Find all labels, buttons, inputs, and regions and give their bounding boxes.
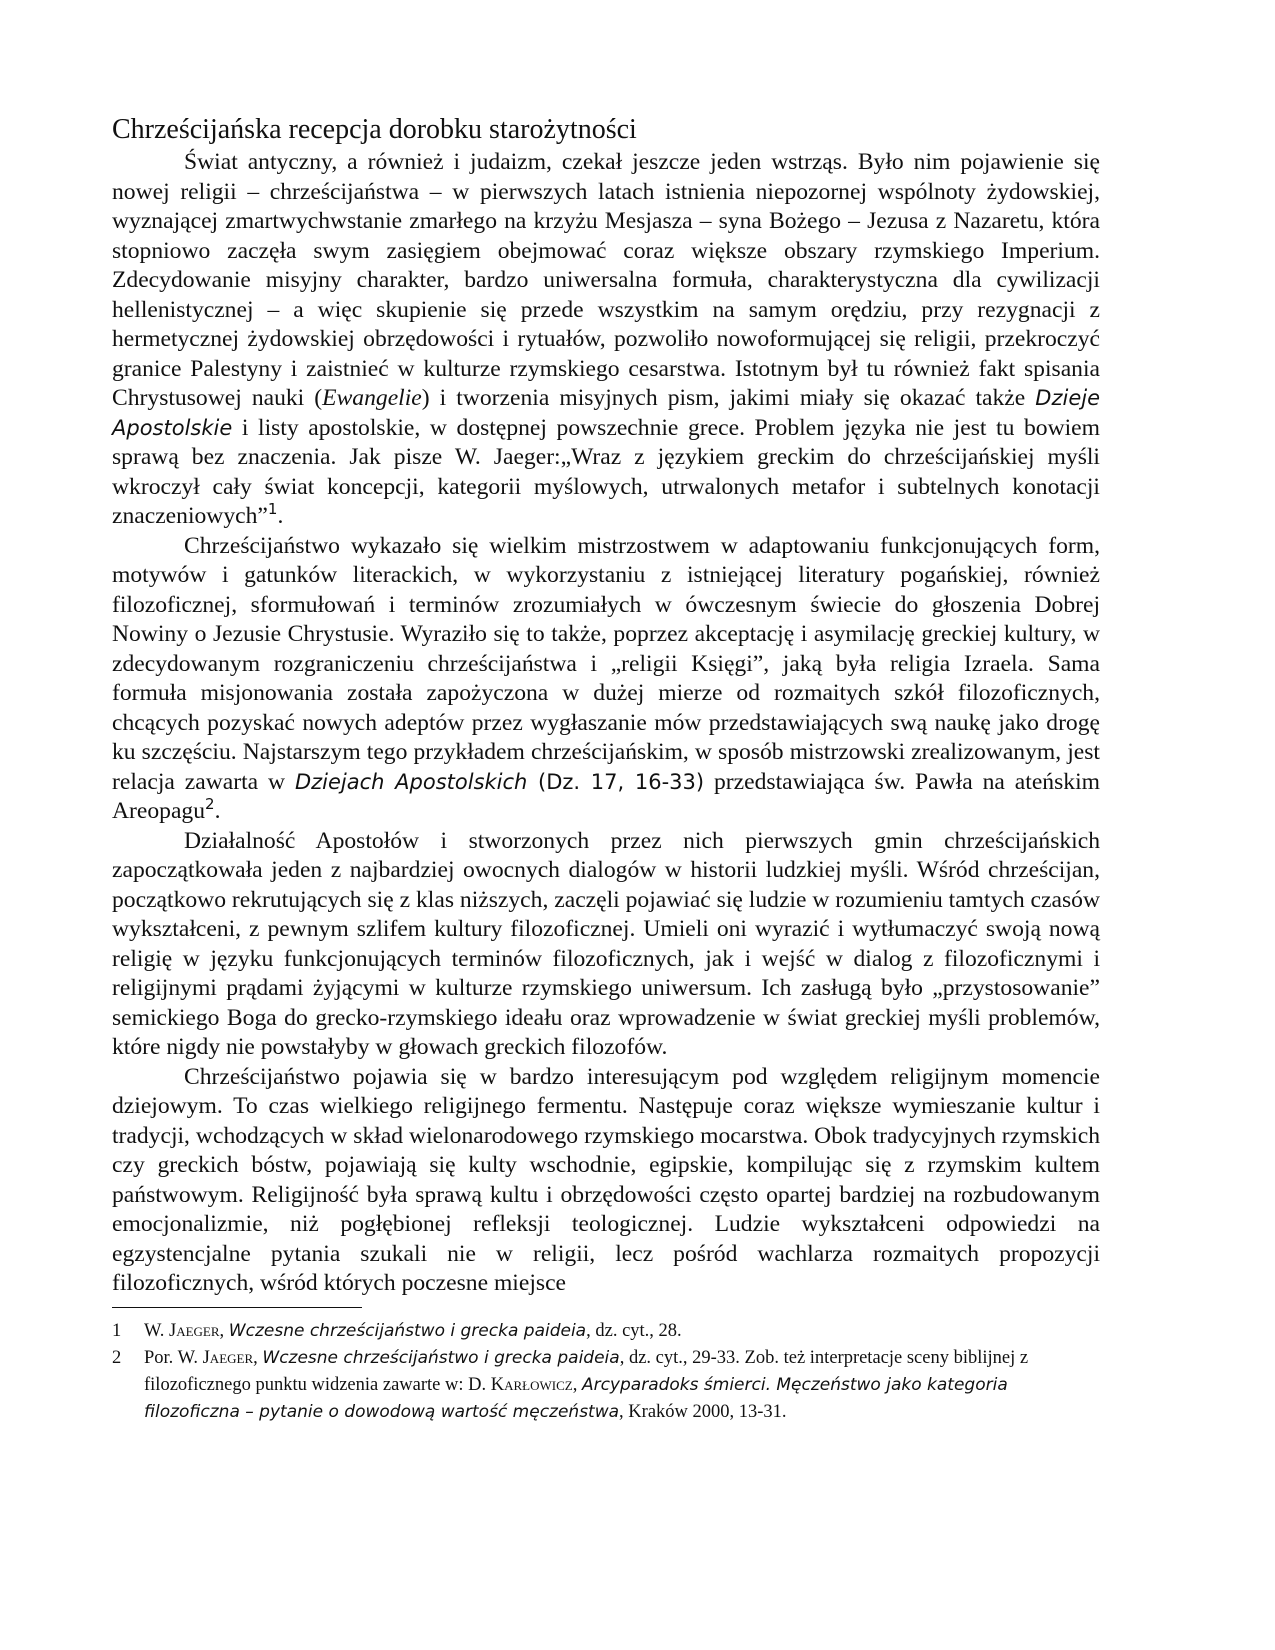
emphasis-dziejach-apostolskich: Dziejach Apostolskich [294,769,528,794]
footnote-1 [112,1318,1100,1345]
footnotes [112,1318,1100,1426]
work-title-2: Arcyparadoks śmierci. Męczeństwo jako kategoria filozoficzna – pytanie o dowodową wartość męczeństwa [144,1374,1008,1422]
paragraph-2: Chrześcijaństwo wykazało się wielkim mistrzostwem w adaptowaniu funkcjonujących form, motywów i gatunków literackich, w wykorzystaniu z istniejącej literatury pogańskiej, również filozoficznej, sformułowań i terminów zrozumiałych w ówczesnym świecie do głoszenia Dobrej Nowiny o Jezusie Chrystusie. Wyraziło się to także, poprzez akceptację i asymilację greckiej kultury, w zdecydowanym rozgraniczeniu chrześcijaństwa i „religii Księgi”, jaką była religia Izraela. Sama formuła misjonowania została zapożyczona w dużej mierze od rozmaitych szkół filozoficznych, chcących pozyskać nowych adeptów przez wygłaszanie mów przedstawiających swą naukę jako drogę ku szczęściu. Najstarszym tego przykładem chrześcijańskim, w sposób mistrzowski zrealizowanym, jest relacja zawarta w Dziejach Apostolskich (Dz. 17, 16-33) przedstawiająca św. Pawła na ateńskim Areopagu$^2$. [112,532,1100,824]
emphasis-ewangelie: Ewangelie [322,385,422,411]
paragraph-4: Chrześcijaństwo pojawia się w bardzo interesującym pod względem religijnym momencie dziejowym. To czas wielkiego religijnego fermentu. Następuje coraz większe wymieszanie kultur i tradycji, wchodzących w skład wielonarodowego rzymskiego mocarstwa. Obok tradycyjnych rzymskich czy greckich bóstw, pojawiają się kulty wschodnie, egipskie, kompilując się z rzymskim kultem państwowym. Religijność była sprawą kultu i obrzędowości często opartej bardziej na rozbudowanym emocjonalizmie, niż pogłębionej refleksji teologicznej. Ludzie wykształceni odpowiedzi na egzystencjalne pytania szukali nie w religii, lecz pośród wachlarza rozmaitych propozycji filozoficznych, wśród których poczesne miejsce [112,1063,1100,1296]
document-page [112,112,1100,1426]
work-title: Wczesne chrześcijaństwo i grecka paideia [262,1347,620,1368]
footnote-ref-2[interactable]: 2 [205,795,215,814]
footnote-separator [112,1307,362,1308]
author-name-2: Karłowicz [490,1374,573,1395]
footnote-number: 2 [112,1347,122,1368]
author-name: Jaeger [169,1320,220,1341]
author-name: Jaeger [202,1347,254,1368]
footnote-2 [112,1345,1100,1426]
citation-dz: (Dz. 17, 16-33) [527,769,705,794]
document-title: Chrześcijańska recepcja dorobku starożytności [112,114,637,145]
paragraph-3: Działalność Apostołów i stworzonych przez nich pierwszych gmin chrześcijańskich zapoczątkowała jeden z najbardziej owocnych dialogów w historii ludzkiej myśli. Wśród chrześcijan, początkowo rekrutujących się z klas niższych, zaczęli pojawiać się ludzie w rozumieniu tamtych czasów wykształceni, z pewnym szlifem kultury filozoficznej. Umieli oni wyrazić i wytłumaczyć swoją nową religię w języku funkcjonujących terminów filozoficznych, jak i wejść w dialog z filozoficznymi i religijnymi prądami żyjącymi w kulturze rzymskiego uniwersum. Ich zasługą było „przystosowanie” semickiego Boga do grecko-rzymskiego ideału oraz wprowadzenie w świat greckiej myśli problemów, które nigdy nie powstałyby w głowach greckich filozofów. [112,827,1100,1060]
emphasis-dzieje-apostolskie: Dzieje Apostolskie [112,386,1100,440]
footnote-text: W. Jaeger, Wczesne chrześcijaństwo i grecka paideia, dz. cyt., 28. [144,1320,682,1341]
body-text [112,148,1100,1299]
footnote-number: 1 [112,1320,122,1341]
footnote-text: Por. W. Jaeger, Wczesne chrześcijaństwo i grecka paideia, dz. cyt., 29-33. Zob. też interpretacje sceny biblijnej z filozoficznego punktu widzenia zawarte w: D. Karłowicz, Arcyparadoks śmierci. Męczeństwo jako kategoria filozoficzna – pytanie o dowodową wartość męczeństwa, Kraków 2000, 13-31. [144,1347,1029,1422]
work-title: Wczesne chrześcijaństwo i grecka paideia [228,1320,587,1341]
footnote-ref-1[interactable]: 1 [267,500,278,519]
paragraph-1: Świat antyczny, a również i judaizm, czekał jeszcze jeden wstrząs. Było nim pojawienie się nowej religii – chrześcijaństwa – w pierwszych latach istnienia niepozornej wspólnoty żydowskiej, wyznającej zmartwychwstanie zmarłego na krzyżu Mesjasza – syna Bożego – Jezusa z Nazaretu, która stopniowo zaczęła swym zasięgiem obejmować coraz większe obszary rzymskiego Imperium. Zdecydowanie misyjny charakter, bardzo uniwersalna formuła, charakterystyczna dla cywilizacji hellenistycznej – a więc skupienie się przede wszystkim na samym orędziu, przy rezygnacji z hermetycznej żydowskiej obrzędowości i rytuałów, pozwoliło nowoformującej się religii, przekroczyć granice Palestyny i zaistnieć w kulturze rzymskiego cesarstwa. Istotnym był tu również fakt spisania Chrystusowej nauki (Ewangelie) i tworzenia misyjnych pism, jakimi miały się okazać także Dzieje Apostolskie i listy apostolskie, w dostępnej powszechnie grece. Problem języka nie jest tu bowiem sprawą bez znaczenia. Jak pisze W. Jaeger:„Wraz z językiem greckim do chrześcijańskiej myśli wkroczył cały świat koncepcji, kategorii myślowych, utrwalonych metafor i subtelnych konotacji znaczeniowych”$^1$. [112,149,1100,529]
